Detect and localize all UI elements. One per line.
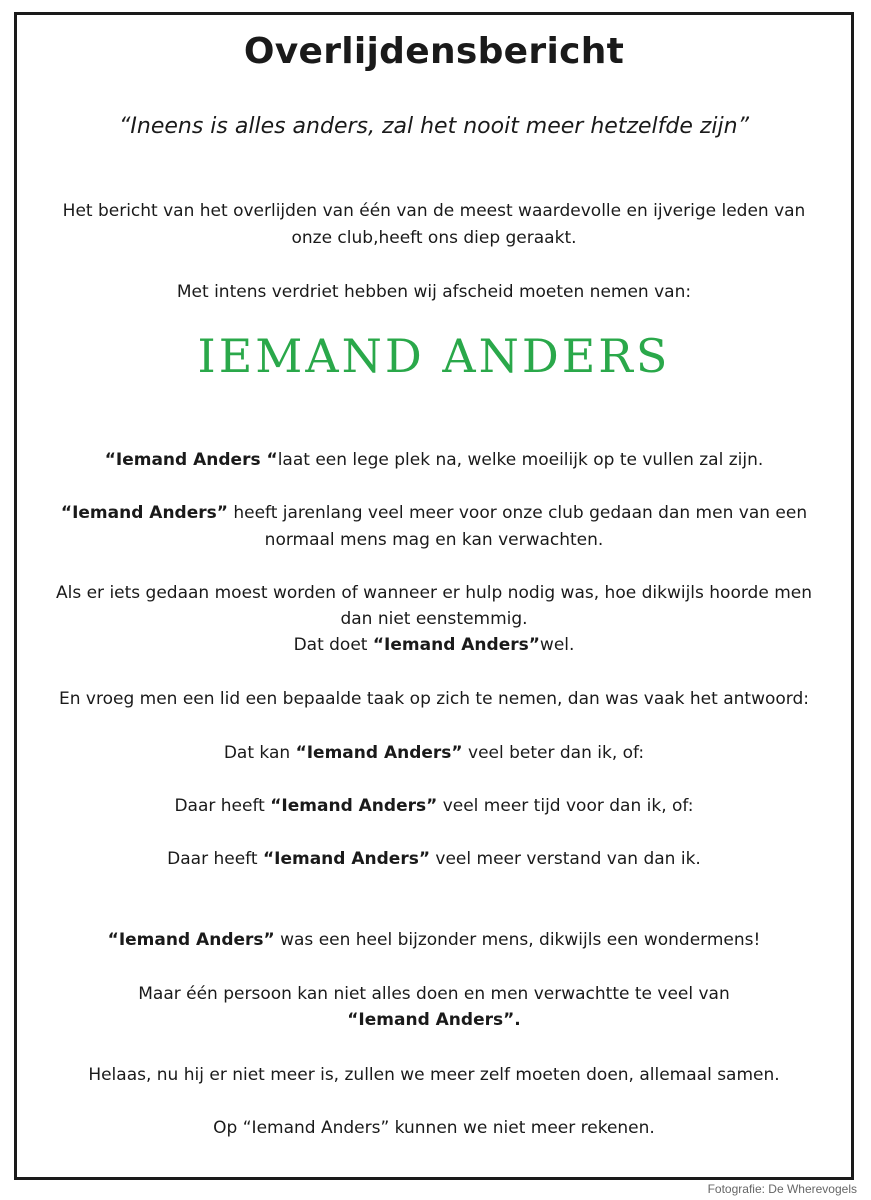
paragraph-5-pre: Dat kan	[223, 743, 296, 763]
paragraph-5	[14, 740, 854, 766]
name-mention: “Iemand Anders”	[372, 635, 540, 655]
farewell-line: Met intens verdriet hebben wij afscheid moeten nemen van:	[176, 282, 692, 302]
paragraph-7-post: veel meer verstand van dan ik.	[430, 849, 701, 869]
paragraph-3-pre: Dat doet	[293, 635, 373, 655]
paragraph-6-post: veel meer tijd voor dan ik, of:	[437, 796, 694, 816]
deceased-name: IEMAND ANDERS	[197, 329, 671, 383]
paragraph-5-post: veel beter dan ik, of:	[462, 743, 645, 763]
intro-line-2: onze club,heeft ons diep geraakt.	[291, 228, 577, 248]
name-mention: “Iemand Anders”	[295, 743, 463, 763]
paragraph-9-line-2	[14, 1007, 854, 1033]
name-mention: “Iemand Anders”	[107, 930, 275, 950]
paragraph-4: En vroeg men een lid een bepaalde taak op zich te nemen, dan was vaak het antwoord:	[58, 689, 809, 709]
name-mention: “Iemand Anders”	[60, 503, 228, 523]
name-mention: “Iemand Anders”.	[347, 1010, 521, 1030]
paragraph-2-line-2: normaal mens mag en kan verwachten.	[264, 530, 604, 550]
paragraph-6-pre: Daar heeft	[174, 796, 271, 816]
paragraph-10: Helaas, nu hij er niet meer is, zullen we meer zelf moeten doen, allemaal samen.	[88, 1065, 780, 1085]
paragraph-8-post: was een heel bijzonder mens, dikwijls een wondermens!	[274, 930, 761, 950]
name-mention: “Iemand Anders”	[262, 849, 430, 869]
paragraph-3-line-3	[14, 632, 854, 658]
paragraph-11: Op “Iemand Anders” kunnen we niet meer rekenen.	[213, 1118, 655, 1138]
photo-credit: Fotografie: De Wherevogels	[707, 1182, 857, 1196]
paragraph-1	[14, 447, 854, 473]
paragraph-3-line-2: dan niet eenstemmig.	[340, 609, 528, 629]
name-mention: “Iemand Anders”	[270, 796, 438, 816]
paragraph-6	[14, 793, 854, 819]
paragraph-2-text: heeft jarenlang veel meer voor onze club gedaan dan men van een	[227, 503, 808, 523]
paragraph-8	[14, 927, 854, 953]
page-title: Overlijdensbericht	[243, 31, 625, 72]
paragraph-7	[14, 846, 854, 872]
quote: “Ineens is alles anders, zal het nooit meer hetzelfde zijn”	[119, 114, 749, 139]
paragraph-3-line-1: Als er iets gedaan moest worden of wanneer er hulp nodig was, hoe dikwijls hoorde men	[55, 583, 812, 603]
intro-line-1: Het bericht van het overlijden van één van de meest waardevolle en ijverige leden van	[62, 201, 806, 221]
paragraph-9-line-1: Maar één persoon kan niet alles doen en men verwachtte te veel van	[138, 984, 730, 1004]
paragraph-7-pre: Daar heeft	[167, 849, 263, 869]
paragraph-3-post: wel.	[539, 635, 575, 655]
paragraph-1-text: laat een lege plek na, welke moeilijk op te vullen zal zijn.	[277, 450, 764, 470]
name-mention: “Iemand Anders “	[104, 450, 278, 470]
paragraph-2-line-1	[14, 500, 854, 526]
